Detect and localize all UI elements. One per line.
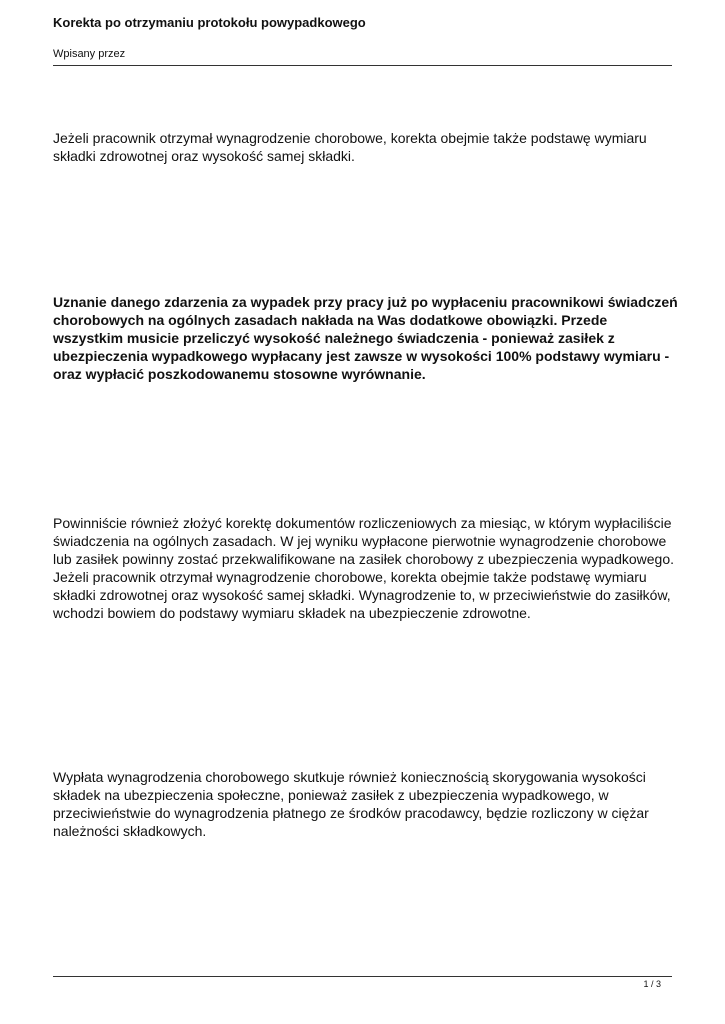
document-title: Korekta po otrzymaniu protokołu powypadkowego [53,15,366,30]
footer-divider [53,976,672,977]
page-number: 1 / 3 [643,979,661,989]
header-divider [53,65,672,66]
paragraph-4: Wypłata wynagrodzenia chorobowego skutkuje również koniecznością skorygowania wysokości składek na ubezpieczenia społeczne, ponieważ zasiłek z ubezpieczenia wypadkowego, w przeciwieństwie do wynagrodzenia płatnego ze środków pracodawcy, będzie rozliczony w ciężar należności składkowych. [53,769,649,839]
paragraph-1: Jeżeli pracownik otrzymał wynagrodzenie chorobowe, korekta obejmie także podstawę wymiaru składki zdrowotnej oraz wysokość samej składki. [53,130,647,164]
paragraph-3: Powinniście również złożyć korektę dokumentów rozliczeniowych za miesiąc, w którym wypłaciliście świadczenia na ogólnych zasadach. W jej wyniku wypłacone pierwotnie wynagrodzenie chorobowe lub zasiłek powinny zostać przekwalifikowane na zasiłek chorobowy z ubezpieczenia wypadkowego. Jeżeli pracownik otrzymał wynagrodzenie chorobowe, korekta obejmie także podstawę wymiaru składki zdrowotnej oraz wysokość samej składki. Wynagrodzenie to, w przeciwieństwie do zasiłków, wchodzi bowiem do podstawy wymiaru składek na ubezpieczenie zdrowotne. [53,515,674,621]
paragraph-2-bold: Uznanie danego zdarzenia za wypadek przy pracy już po wypłaceniu pracownikowi świadczeń chorobowych na ogólnych zasadach nakłada na Was dodatkowe obowiązki. Przede wszystkim musicie przeliczyć wysokość należnego świadczenia - ponieważ zasiłek z ubezpieczenia wypadkowego wypłacany jest zawsze w wysokości 100% podstawy wymiaru - oraz wypłacić poszkodowanemu stosowne wyrównanie. [53,294,678,382]
author-label: Wpisany przez [53,48,126,60]
